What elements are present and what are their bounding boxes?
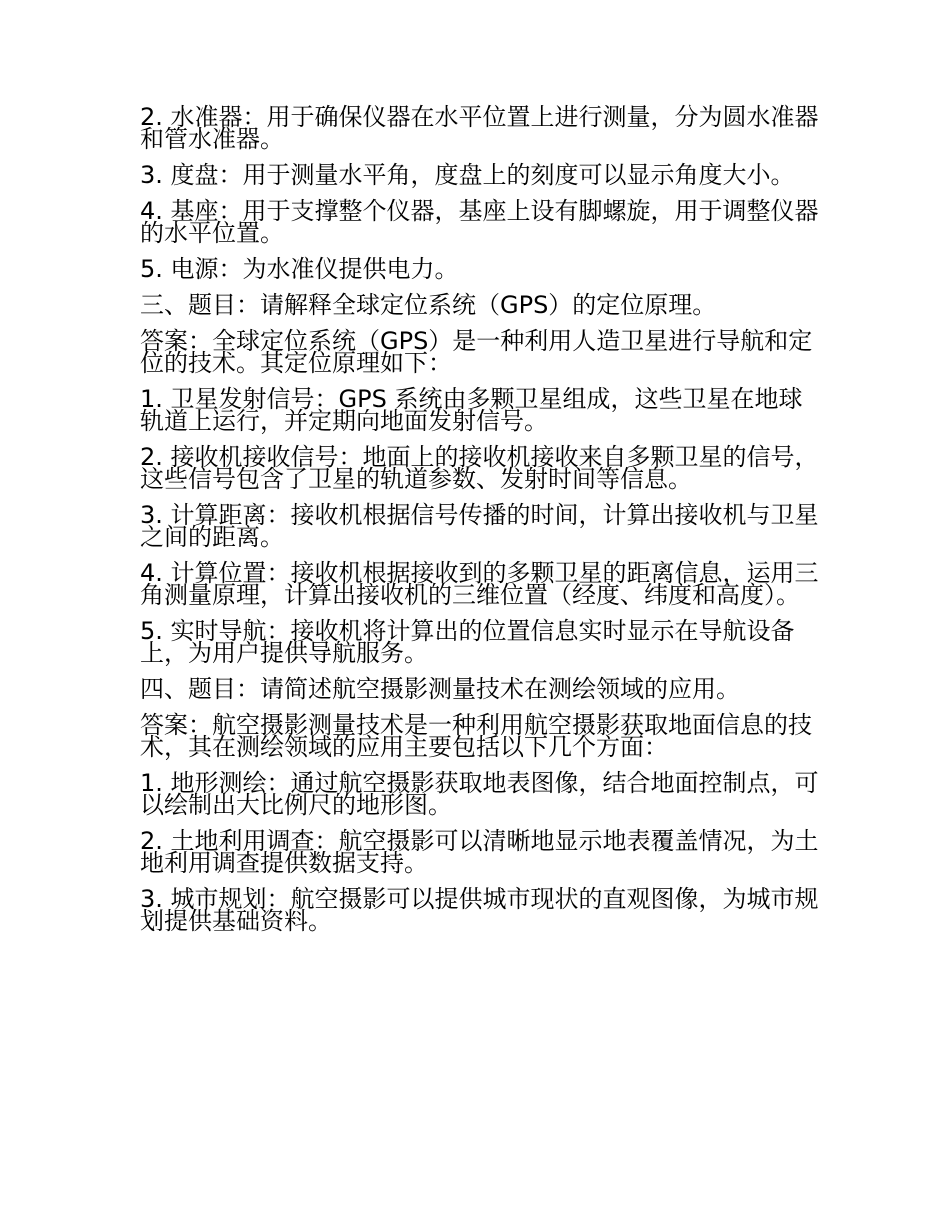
- paragraph-satellite-signal: 1. 卫星发射信号：GPS 系统由多颗卫星组成，这些卫星在地球轨道上运行，并定期向地面发射信号。: [140, 385, 803, 435]
- paragraph-navigation: 5. 实时导航：接收机将计算出的位置信息实时显示在导航设备上，为用户提供导航服务。: [140, 617, 795, 667]
- question-3-title: 三、题目：请解释全球定位系统（GPS）的定位原理。: [140, 291, 717, 319]
- question-4-title: 四、题目：请简述航空摄影测量技术在测绘领域的应用。: [140, 675, 740, 703]
- paragraph-base: 4. 基座：用于支撑整个仪器，基座上设有脚螺旋，用于调整仪器的水平位置。: [140, 197, 819, 247]
- answer-4-intro: 答案：航空摄影测量技术是一种利用航空摄影获取地面信息的技术，其在测绘领域的应用主要包括以下几个方面：: [140, 711, 812, 761]
- paragraph-water-level: 2. 水准器：用于确保仪器在水平位置上进行测量，分为圆水准器和管水准器。: [140, 103, 819, 153]
- answer-3-intro: 答案：全球定位系统（GPS）是一种利用人造卫星进行导航和定位的技术。其定位原理如下：: [140, 327, 813, 377]
- paragraph-receiver: 2. 接收机接收信号：地面上的接收机接收来自多颗卫星的信号，这些信号包含了卫星的轨道参数、发射时间等信息。: [140, 443, 819, 493]
- paragraph-dial: 3. 度盘：用于测量水平角，度盘上的刻度可以显示角度大小。: [140, 161, 795, 189]
- paragraph-terrain: 1. 地形测绘：通过航空摄影获取地表图像，结合地面控制点，可以绘制出大比例尺的地形图。: [140, 769, 819, 819]
- paragraph-distance: 3. 计算距离：接收机根据信号传播的时间，计算出接收机与卫星之间的距离。: [140, 501, 819, 551]
- paragraph-urban-planning: 3. 城市规划：航空摄影可以提供城市现状的直观图像，为城市规划提供基础资料。: [140, 885, 819, 935]
- paragraph-position: 4. 计算位置：接收机根据接收到的多颗卫星的距离信息，运用三角测量原理，计算出接收机的三维位置（经度、纬度和高度）。: [140, 559, 819, 609]
- paragraph-land-use: 2. 土地利用调查：航空摄影可以清晰地显示地表覆盖情况，为土地利用调查提供数据支持。: [140, 827, 819, 877]
- paragraph-power: 5. 电源：为水准仪提供电力。: [140, 255, 459, 283]
- document-body: [140, 103, 820, 946]
